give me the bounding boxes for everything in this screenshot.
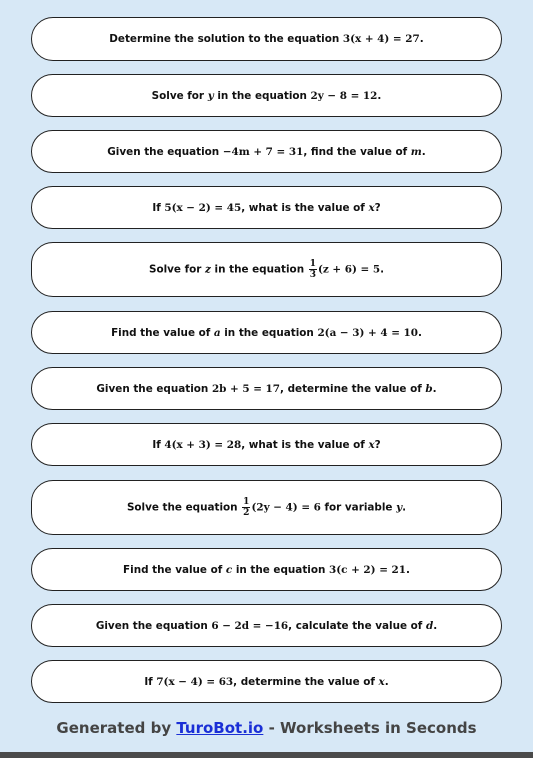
problem-card — [31, 130, 502, 173]
equation: 5(x − 2) = 45 — [164, 201, 242, 214]
turobot-link[interactable]: TuroBot.io — [176, 719, 264, 737]
problem-text: Solve for y in the equation 2y − 8 = 12. — [151, 89, 382, 102]
problem-text: Solve the equation $\frac{1}{2}$ (2y − 4) = 6 for variable y. — [126, 497, 407, 518]
problem-card — [31, 242, 502, 297]
equation: 2(a − 3) + 4 = 10 — [317, 326, 418, 339]
equation: 6 − 2d = −16 — [211, 619, 289, 632]
equation: (2y − 4) = 6 — [251, 501, 321, 514]
problem-card — [31, 311, 502, 354]
problem-card — [31, 423, 502, 466]
problem-text: If 4(x + 3) = 28, what is the value of x? — [152, 438, 381, 451]
equation: 2b + 5 = 17 — [211, 382, 281, 395]
problem-card — [31, 548, 502, 591]
problem-card — [31, 660, 502, 703]
variable: m — [410, 145, 422, 158]
problem-text: Given the equation 2b + 5 = 17, determine the value of b. — [96, 382, 437, 395]
problem-card — [31, 186, 502, 229]
variable: x — [368, 438, 375, 451]
variable: c — [225, 563, 233, 576]
problem-card — [31, 17, 502, 61]
variable: y — [396, 501, 403, 514]
equation: 3(c + 2) = 21 — [329, 563, 406, 576]
problem-text: Determine the solution to the equation 3(x + 4) = 27. — [109, 33, 424, 45]
equation: 3(x + 4) = 27 — [342, 33, 420, 45]
problem-text: Given the equation −4m + 7 = 31, find the value of m. — [107, 145, 426, 158]
problem-text: Given the equation 6 − 2d = −16, calculate the value of d. — [95, 619, 438, 632]
variable: x — [378, 675, 385, 688]
fraction: $\frac{1}{3}$ — [309, 259, 316, 280]
fraction: $\frac{1}{2}$ — [243, 497, 250, 518]
variable: b — [425, 382, 433, 395]
problem-card — [31, 74, 502, 117]
bottom-border — [0, 752, 533, 758]
problem-text: Find the value of a in the equation 2(a − 3) + 4 = 10. — [111, 326, 422, 339]
problem-text: If 5(x − 2) = 45, what is the value of x? — [152, 201, 381, 214]
variable: x — [368, 201, 375, 214]
equation: 2y − 8 = 12 — [310, 89, 378, 102]
equation: 4(x + 3) = 28 — [164, 438, 242, 451]
variable: a — [213, 326, 221, 339]
footer-prefix: Generated by — [56, 719, 177, 737]
variable: y — [207, 89, 214, 102]
problem-text: Solve for z in the equation $\frac{1}{3}$ (z + 6) = 5. — [148, 259, 385, 280]
variable: z — [205, 263, 211, 276]
equation: −4m + 7 = 31 — [222, 145, 304, 158]
problem-card — [31, 480, 502, 535]
problem-card — [31, 367, 502, 410]
equation: 7(x − 4) = 63 — [156, 675, 234, 688]
problem-text: If 7(x − 4) = 63, determine the value of x. — [144, 675, 389, 688]
problem-text: Find the value of c in the equation 3(c + 2) = 21. — [123, 563, 410, 576]
footer-suffix: - Worksheets in Seconds — [263, 719, 477, 737]
footer-credit — [0, 719, 533, 737]
problem-card — [31, 604, 502, 647]
variable: d — [425, 619, 434, 632]
equation: (z + 6) = 5 — [317, 263, 381, 276]
